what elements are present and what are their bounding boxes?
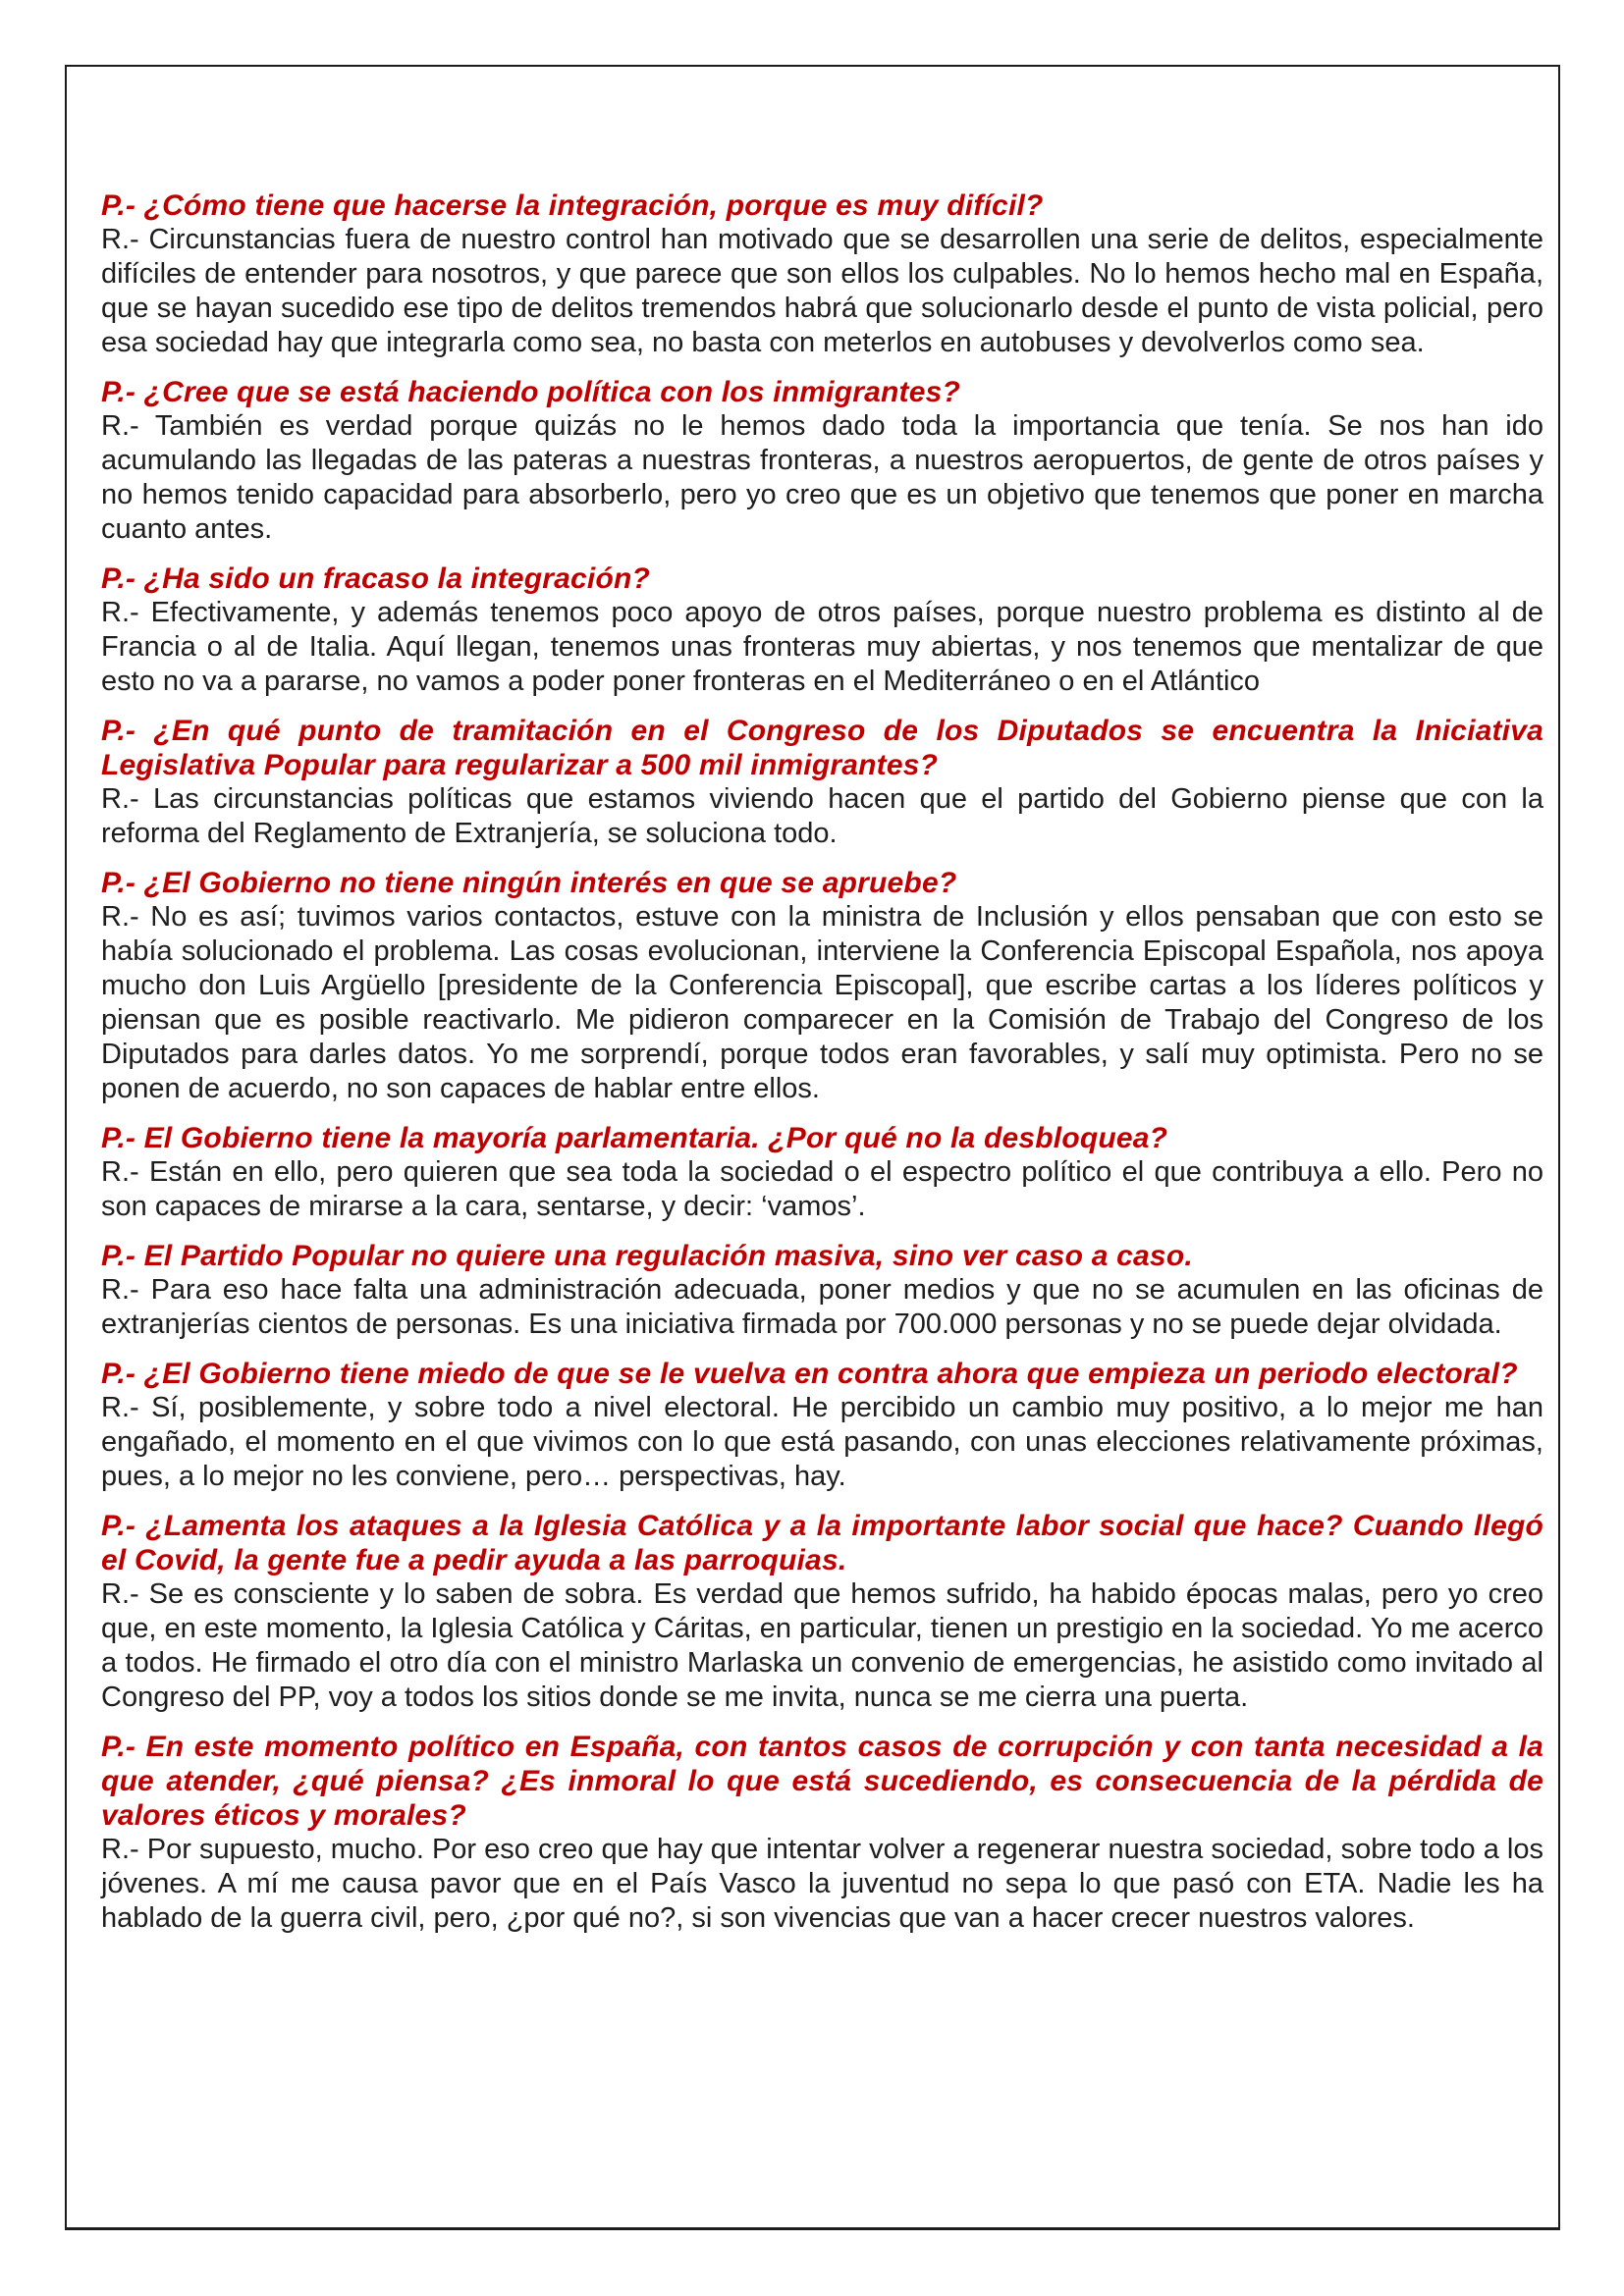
question-text: P.- El Partido Popular no quiere una regulación masiva, sino ver caso a caso. xyxy=(101,1240,1193,1272)
qa-block xyxy=(101,1357,1543,1494)
answer-text: R.- Circunstancias fuera de nuestro control han motivado que se desarrollen una serie de delitos, especialmente difíciles de entender para nosotros, y que parece que son ellos los culpables. No lo hemos hecho mal en España, que se hayan sucedido ese tipo de delitos tremendos habrá que solucionarlo desde el punto de vista policial, pero esa sociedad hay que integrarla como sea, no basta con meterlos en autobuses y devolverlos como sea. xyxy=(101,224,1543,358)
question-text: P.- ¿En qué punto de tramitación en el Congreso de los Diputados se encuentra la Iniciativa Legislativa Popular para regularizar a 500 mil inmigrantes? xyxy=(101,715,1543,781)
answer-text: R.- También es verdad porque quizás no le hemos dado toda la importancia que tenía. Se nos han ido acumulando las llegadas de las pateras a nuestras fronteras, a nuestros aeropuertos, de gente de otros países y no hemos tenido capacidad para absorberlo, pero yo creo que es un objetivo que tenemos que poner en marcha cuanto antes. xyxy=(101,410,1543,545)
interview-content xyxy=(101,188,1543,1950)
qa-block xyxy=(101,1509,1543,1715)
answer-text: R.- Sí, posiblemente, y sobre todo a nivel electoral. He percibido un cambio muy positivo, a lo mejor me han engañado, el momento en el que vivimos con lo que está pasando, con unas elecciones relativamente próximas, pues, a lo mejor no les conviene, pero… perspectivas, hay. xyxy=(101,1392,1543,1492)
qa-block xyxy=(101,1121,1543,1224)
answer-text: R.- Se es consciente y lo saben de sobra. Es verdad que hemos sufrido, ha habido épocas malas, pero yo creo que, en este momento, la Iglesia Católica y Cáritas, en particular, tienen un prestigio en la sociedad. Yo me acerco a todos. He firmado el otro día con el ministro Marlaska un convenio de emergencias, he asistido como invitado al Congreso del PP, voy a todos los sitios donde se me invita, nunca se me cierra una puerta. xyxy=(101,1578,1543,1713)
qa-block xyxy=(101,561,1543,699)
answer-text: R.- Efectivamente, y además tenemos poco apoyo de otros países, porque nuestro problema es distinto al de Francia o al de Italia. Aquí llegan, tenemos unas fronteras muy abiertas, y nos tenemos que mentalizar de que esto no va a pararse, no vamos a poder poner fronteras en el Mediterráneo o en el Atlántico xyxy=(101,597,1543,697)
answer-text: R.- Están en ello, pero quieren que sea toda la sociedad o el espectro político el que contribuya a ello. Pero no son capaces de mirarse a la cara, sentarse, y decir: ‘vamos’. xyxy=(101,1156,1543,1222)
question-text: P.- ¿Cómo tiene que hacerse la integración, porque es muy difícil? xyxy=(101,189,1044,222)
qa-block xyxy=(101,375,1543,547)
qa-block xyxy=(101,188,1543,360)
qa-block xyxy=(101,866,1543,1106)
question-text: P.- ¿Lamenta los ataques a la Iglesia Católica y a la importante labor social que hace? Cuando llegó el Covid, la gente fue a pedir ayuda a las parroquias. xyxy=(101,1510,1543,1576)
question-text: P.- ¿El Gobierno tiene miedo de que se le vuelva en contra ahora que empieza un periodo electoral? xyxy=(101,1358,1518,1390)
question-text: P.- El Gobierno tiene la mayoría parlamentaria. ¿Por qué no la desbloquea? xyxy=(101,1122,1168,1154)
qa-block xyxy=(101,714,1543,851)
question-text: P.- ¿El Gobierno no tiene ningún interés en que se apruebe? xyxy=(101,867,957,899)
answer-text: R.- Para eso hace falta una administración adecuada, poner medios y que no se acumulen en las oficinas de extranjerías cientos de personas. Es una iniciativa firmada por 700.000 personas y no se puede dejar olvidada. xyxy=(101,1274,1543,1340)
qa-block xyxy=(101,1239,1543,1342)
question-text: P.- En este momento político en España, con tantos casos de corrupción y con tanta necesidad a la que atender, ¿qué piensa? ¿Es inmoral lo que está sucediendo, es consecuencia de la pérdida de valores éticos y morales? xyxy=(101,1731,1543,1832)
answer-text: R.- No es así; tuvimos varios contactos, estuve con la ministra de Inclusión y ellos pensaban que con esto se había solucionado el problema. Las cosas evolucionan, interviene la Conferencia Episcopal Española, nos apoya mucho don Luis Argüello [presidente de la Conferencia Episcopal], que escribe cartas a los líderes políticos y piensan que es posible reactivarlo. Me pidieron comparecer en la Comisión de Trabajo del Congreso de los Diputados para darles datos. Yo me sorprendí, porque todos eran favorables, y salí muy optimista. Pero no se ponen de acuerdo, no son capaces de hablar entre ellos. xyxy=(101,901,1543,1104)
answer-text: R.- Por supuesto, mucho. Por eso creo que hay que intentar volver a regenerar nuestra sociedad, sobre todo a los jóvenes. A mí me causa pavor que en el País Vasco la juventud no sepa lo que pasó con ETA. Nadie les ha hablado de la guerra civil, pero, ¿por qué no?, si son vivencias que van a hacer crecer nuestros valores. xyxy=(101,1834,1543,1934)
answer-text: R.- Las circunstancias políticas que estamos viviendo hacen que el partido del Gobierno piense que con la reforma del Reglamento de Extranjería, se soluciona todo. xyxy=(101,783,1543,849)
question-text: P.- ¿Cree que se está haciendo política con los inmigrantes? xyxy=(101,376,961,408)
question-text: P.- ¿Ha sido un fracaso la integración? xyxy=(101,562,651,595)
qa-block xyxy=(101,1730,1543,1936)
